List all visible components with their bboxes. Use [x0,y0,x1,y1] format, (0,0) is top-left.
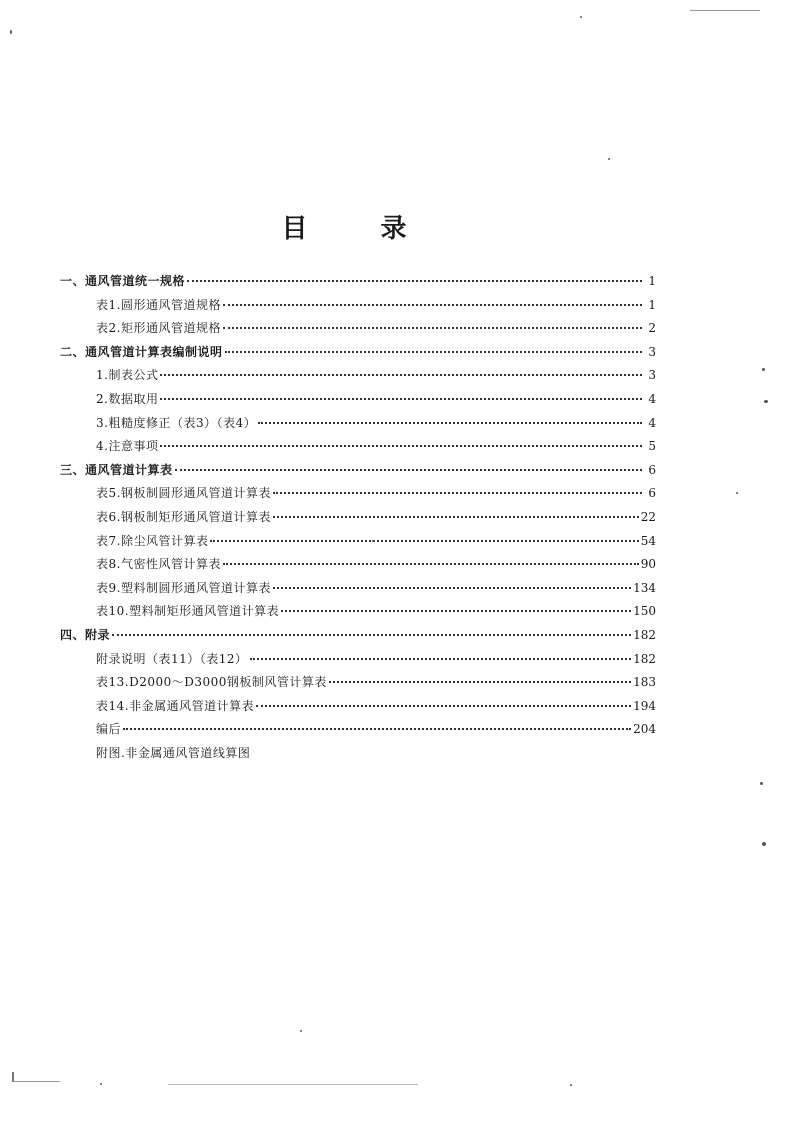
toc-entry [60,650,656,674]
toc-section-entry [60,626,656,650]
toc-entry-label: 表8.气密性风管计算表 [96,557,221,572]
toc-entry [60,697,656,721]
scan-speck [608,158,610,160]
scan-speck [372,540,374,542]
toc-entry-label: 附录说明（表11）（表12） [96,651,248,666]
toc-entry [60,532,656,556]
toc-dot-leader [112,634,631,636]
toc-entry [60,366,656,390]
toc-dot-leader [223,304,642,306]
toc-section-entry [60,343,656,367]
toc-page-number: 1 [648,297,656,312]
toc-entry [60,437,656,461]
scan-speck [760,782,763,785]
toc-entry [60,602,656,626]
toc-entry-label: 表1.圆形通风管道规格 [96,297,221,312]
toc-entry-label: 表9.塑料制圆形通风管道计算表 [96,580,271,595]
toc-page-number: 204 [633,722,656,737]
scan-speck [300,1030,302,1032]
scan-speck [736,492,738,494]
toc-entry-label: 二、通风管道计算表编制说明 [60,344,223,359]
toc-page-number: 3 [648,368,656,383]
scan-speck [10,30,12,34]
toc-dot-leader [210,540,638,542]
toc-entry-label: 4.注意事项 [96,439,159,454]
toc-dot-leader [273,587,631,589]
toc-page-number: 150 [633,604,656,619]
toc-page-number: 6 [648,486,656,501]
toc-entry-label: 附图.非金属通风管道线算图 [96,745,251,760]
toc-dot-leader [258,422,642,424]
toc-entry-label: 编后 [96,722,122,737]
toc-dot-leader [273,516,639,518]
toc-entry [60,390,656,414]
toc-entry [60,744,656,768]
scan-speck [762,842,766,846]
toc-page-number: 182 [633,651,656,666]
toc-entry-label: 表13.D2000～D3000钢板制风管计算表 [96,675,327,690]
toc-dot-leader [175,469,642,471]
scan-speck [764,400,768,403]
scan-line [168,1084,418,1085]
scan-speck [100,1083,102,1085]
toc-entry-label: 2.数据取用 [96,391,159,406]
toc-page-number: 194 [633,698,656,713]
toc-entry-label: 一、通风管道统一规格 [60,274,186,288]
scan-line [690,10,760,11]
page-title: 目 录 [281,214,439,244]
toc-entry [60,579,656,603]
toc-entry [60,508,656,532]
scan-speck [570,1084,572,1086]
toc-page-number: 2 [648,321,656,336]
toc-dot-leader [160,398,642,400]
toc-entry-label: 表7.除尘风管计算表 [96,533,209,548]
toc-dot-leader [225,351,642,353]
table-of-contents [60,272,656,767]
toc-dot-leader [160,374,642,376]
toc-page-number: 183 [633,675,656,690]
toc-dot-leader [123,728,631,730]
toc-entry-label: 四、附录 [60,627,111,642]
toc-entry [60,296,656,320]
toc-dot-leader [250,658,632,660]
toc-page-number: 22 [640,509,656,524]
toc-entry-label: 表5.钢板制圆形通风管道计算表 [96,486,271,501]
toc-page-number: 6 [648,462,656,477]
toc-page-number: 4 [648,391,656,406]
toc-dot-leader [160,445,642,447]
toc-page-number: 5 [648,439,656,454]
toc-page-number: 4 [648,415,656,430]
toc-entry-label: 表2.矩形通风管道规格 [96,321,221,336]
toc-page-number: 1 [648,274,656,288]
toc-dot-leader [223,563,639,565]
toc-entry-label: 1.制表公式 [96,368,159,383]
toc-dot-leader [223,327,642,329]
toc-page-number: 3 [648,344,656,359]
toc-dot-leader [256,705,631,707]
toc-entry [60,414,656,438]
toc-entry-label: 表10.塑料制矩形通风管道计算表 [96,604,280,619]
scan-line [14,1081,60,1082]
toc-page-number: 134 [633,580,656,595]
toc-entry [60,319,656,343]
toc-page-number: 90 [640,557,656,572]
toc-section-entry [60,461,656,485]
toc-dot-leader [329,681,631,683]
toc-entry [60,673,656,697]
scan-speck [762,368,765,371]
toc-entry-label: 3.粗糙度修正（表3）（表4） [96,415,257,430]
scan-speck [580,16,582,18]
toc-entry [60,555,656,579]
toc-entry [60,720,656,744]
toc-dot-leader [281,610,631,612]
toc-page-number: 54 [640,533,656,548]
toc-page-number: 182 [633,627,656,642]
toc-entry [60,484,656,508]
toc-entry-label: 三、通风管道计算表 [60,462,173,477]
toc-dot-leader [273,492,642,494]
toc-section-entry [60,272,656,296]
toc-entry-label: 表6.钢板制矩形通风管道计算表 [96,509,271,524]
toc-entry-label: 表14.非金属通风管道计算表 [96,698,255,713]
toc-dot-leader [187,280,642,282]
